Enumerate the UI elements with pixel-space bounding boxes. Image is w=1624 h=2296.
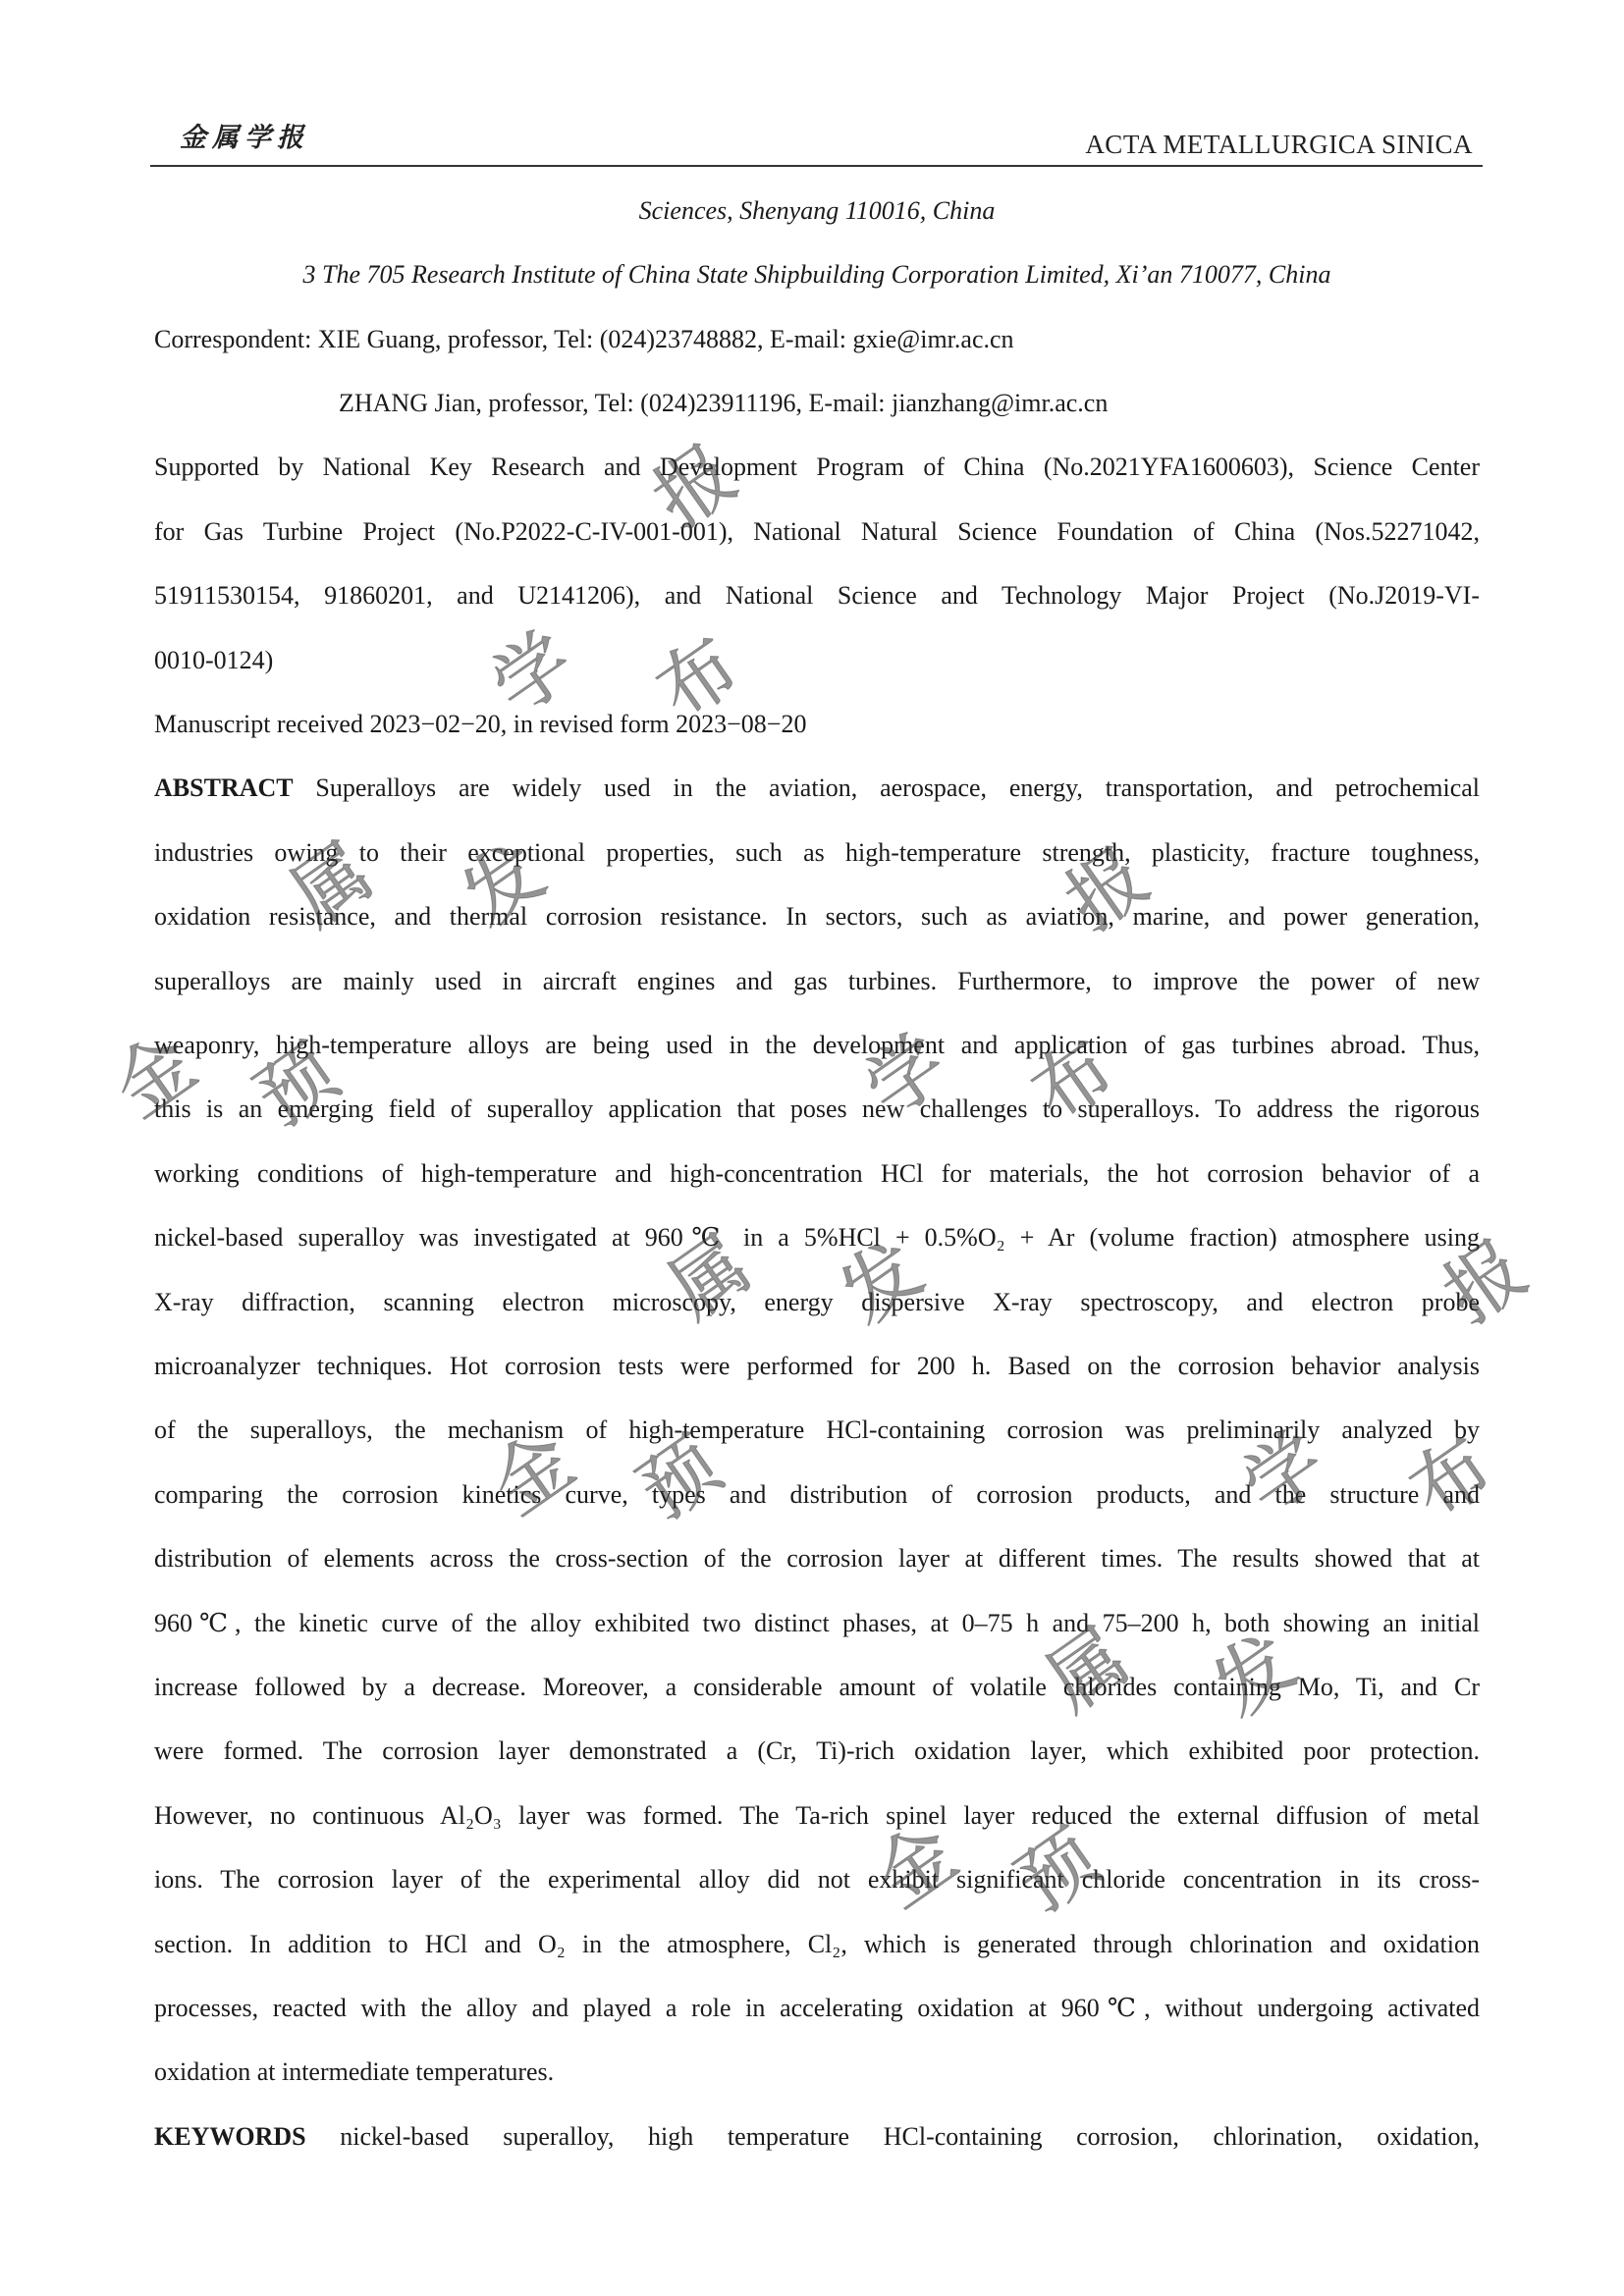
journal-name-chinese: 金属学报 [180,123,309,153]
abstract-line: were formed. The corrosion layer demonstrated a (Cr, Ti)-rich oxidation layer, which exhibited poor protection. [154,1736,1480,1765]
abstract-first-line [154,769,1480,808]
watermark-char: 发 [447,827,561,943]
watermark-char: 金 [476,1415,590,1532]
watermark-char: 金 [859,1808,973,1925]
running-header [150,110,1483,167]
watermark-char: 学 [1227,1415,1341,1532]
abstract-line: processes, reacted with the alloy and played a role in accelerating oxidation at 960℃, without undergoing activated [154,1994,1480,2022]
watermark-char: 报 [1051,831,1164,948]
keywords-text: nickel-based superalloy, high temperature HCl-containing corrosion, chlorination, oxidation, [305,2122,1480,2151]
manuscript-dates: Manuscript received 2023−02−20, in revised form 2023−08−20 [154,710,807,738]
abstract-line: nickel-based superalloy was investigated at 960℃ in a 5%HCl + 0.5%O₂ + Ar (volume fraction) atmosphere using [154,1223,1480,1252]
watermark-char: 布 [1016,1023,1130,1140]
correspondent-line-2: ZHANG Jian, professor, Tel: (024)23911196, E-mail: jianzhang@imr.ac.cn [339,389,1109,417]
watermark-char: 金 [98,1018,212,1135]
abstract-label: ABSTRACT [154,774,294,802]
abstract-line: ions. The corrosion layer of the experimental alloy did not exhibit significant chloride concentration in its cross- [154,1865,1480,1894]
abstract-line: 960℃, the kinetic curve of the alloy exhibited two distinct phases, at 0–75 h and 75–200 h, both showing an initial [154,1609,1480,1637]
watermark-char: 预 [623,1420,737,1537]
watermark-char: 属 [275,827,389,943]
abstract-line: weaponry, high-temperature alloys are being used in the development and application of gas turbines abroad. Thus, [154,1031,1480,1059]
abstract-line: section. In addition to HCl and O₂ in the atmosphere, Cl₂, which is generated through chlorination and oxidation [154,1930,1480,1958]
support-line: 51911530154, 91860201, and U2141206), and National Science and Technology Major Project (No.J2019-VI- [154,581,1480,610]
watermark-char: 报 [1429,1224,1543,1341]
abstract-line: Superalloys are widely used in the aviation, aerospace, energy, transportation, and petrochemical [293,774,1480,802]
header-rule [150,165,1483,167]
affiliation-line-2: 3 The 705 Research Institute of China State Shipbuilding Corporation Limited, Xi’an 710077, China [302,260,1331,289]
watermark-char: 属 [1031,1612,1145,1729]
watermark-char: 预 [1001,1813,1115,1930]
affiliation-line-1: Sciences, Shenyang 110016, China [638,196,996,225]
abstract-line: X-ray diffraction, scanning electron microscopy, energy dispersive X-ray spectroscopy, and electron probe [154,1288,1480,1316]
correspondent-line-1: Correspondent: XIE Guang, professor, Tel: (024)23748882, E-mail: gxie@imr.ac.cn [154,325,1014,353]
abstract-line: However, no continuous Al₂O₃ layer was formed. The Ta-rich spinel layer reduced the external diffusion of metal [154,1801,1480,1830]
abstract-line: increase followed by a decrease. Moreover, a considerable amount of volatile chlorides containing Mo, Ti, and Cr [154,1673,1480,1701]
abstract-line: this is an emerging field of superalloy application that poses new challenges to superalloys. To address the rigorous [154,1095,1480,1123]
abstract-line: oxidation resistance, and thermal corrosion resistance. In sectors, such as aviation, marine, and power generation, [154,902,1480,931]
abstract-line: distribution of elements across the cross-section of the corrosion layer at different times. The results showed that at [154,1544,1480,1573]
watermark-char: 布 [1394,1420,1508,1537]
watermark-char: 学 [476,615,590,732]
watermark-char: 预 [241,1028,354,1145]
watermark-char: 布 [641,620,755,737]
watermark-char: 属 [653,1219,767,1336]
support-line: for Gas Turbine Project (No.P2022-C-IV-001-001), National Natural Science Foundation of China (Nos.52271042, [154,517,1480,546]
keywords-label: KEYWORDS [154,2122,306,2151]
abstract-line: of the superalloys, the mechanism of high-temperature HCl-containing corrosion was preliminarily analyzed by [154,1415,1480,1444]
abstract-line: oxidation at intermediate temperatures. [154,2057,555,2086]
watermark-char: 发 [1198,1617,1312,1734]
support-line: Supported by National Key Research and Development Program of China (No.2021YFA1600603), Science Center [154,453,1480,481]
abstract-line: industries owing to their exceptional properties, such as high-temperature strength, plasticity, fracture toughness, [154,838,1480,867]
abstract-line: comparing the corrosion kinetics curve, types and distribution of corrosion products, and the structure and [154,1480,1480,1509]
watermark-char: 发 [825,1224,939,1341]
abstract-line: superalloys are mainly used in aircraft engines and gas turbines. Furthermore, to improve the power of new [154,967,1480,995]
abstract-line: microanalyzer techniques. Hot corrosion tests were performed for 200 h. Based on the corrosion behavior analysis [154,1352,1480,1380]
support-line: 0010-0124) [154,646,274,674]
watermark-char: 报 [638,429,752,546]
journal-name-english: ACTA METALLURGICA SINICA [1085,130,1473,159]
abstract-line: working conditions of high-temperature and high-concentration HCl for materials, the hot corrosion behavior of a [154,1159,1480,1188]
keywords-line [154,2117,1480,2157]
watermark-char: 学 [849,1018,963,1135]
